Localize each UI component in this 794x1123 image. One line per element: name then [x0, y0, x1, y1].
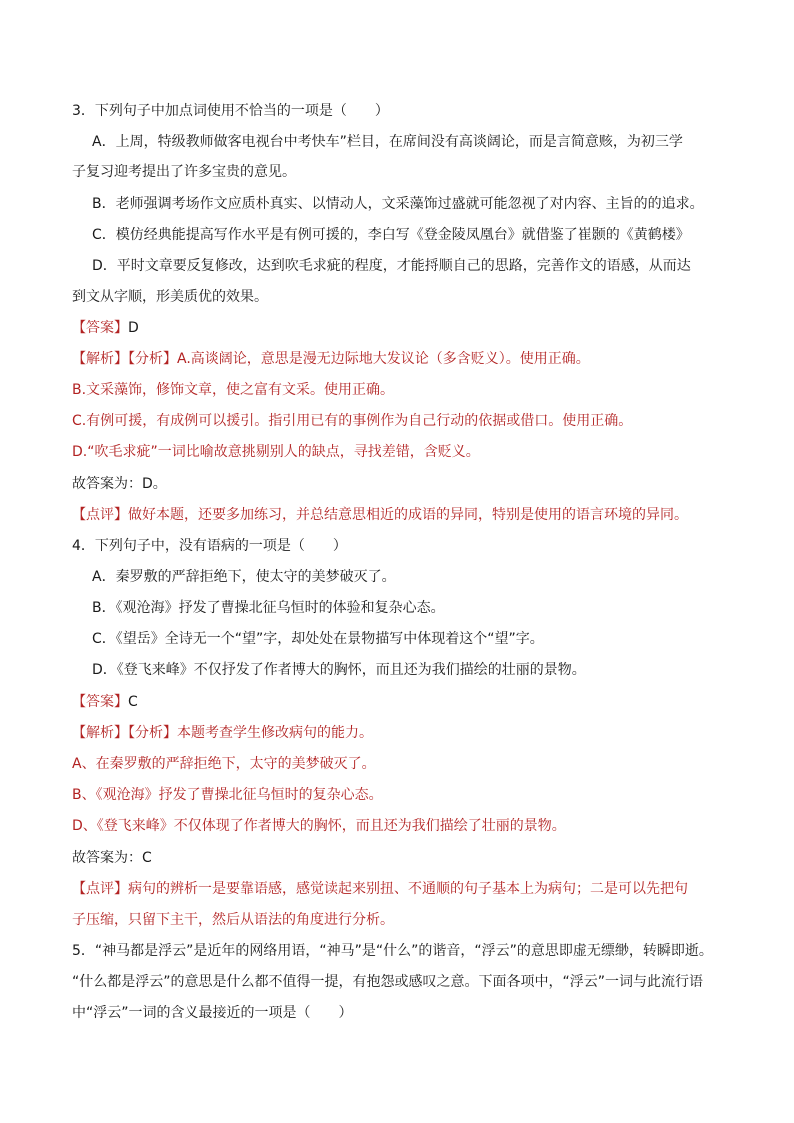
q4-option-b: B．《观沧海》抒发了曹操北征乌恒时的体验和复杂心态。 — [92, 600, 445, 616]
q3-analysis-2: B.文采藻饰，修饰文章，使之富有文采。使用正确。 — [72, 382, 395, 398]
q3-option-a-line2: 子复习迎考提出了许多宝贵的意见。 — [72, 164, 296, 180]
answer-value: C — [128, 694, 138, 710]
q5-stem-line1: 5．“神马都是浮云”是近年的网络用语，“神马”是“什么”的谐音，“浮云”的意思即虚无缥缈，转瞬即逝。 — [72, 943, 713, 959]
q3-answer — [72, 318, 732, 338]
q3-option-d-line2: 到文从字顺，形美质优的效果。 — [72, 289, 268, 305]
q4-analysis-intro — [72, 723, 732, 743]
q4-option-a: A．秦罗敷的严辞拒绝下，使太守的美梦破灭了。 — [92, 569, 396, 585]
q4-comment-line2: 子压缩，只留下主干，然后从语法的角度进行分析。 — [72, 912, 394, 928]
q5-stem-line3: 中“浮云”一词的含义最接近的一项是（ ） — [72, 1005, 353, 1021]
q3-stem: 3．下列句子中加点词使用不恰当的一项是（ ） — [72, 103, 389, 119]
answer-value: D — [128, 320, 139, 336]
q4-comment-line1 — [72, 879, 732, 899]
answer-tag: 【答案】 — [72, 694, 128, 710]
q3-comment — [72, 505, 732, 525]
analysis-tag: 【解析】【分析】 — [72, 351, 177, 367]
q4-analysis-1: A、在秦罗敷的严辞拒绝下，太守的美梦破灭了。 — [72, 756, 376, 772]
analysis-text: A.高谈阔论，意思是漫无边际地大发议论（多含贬义）。使用正确。 — [177, 351, 590, 367]
q4-option-c: C．《望岳》全诗无一个“望”字，却处处在景物描写中体现着这个“望”字。 — [92, 631, 544, 647]
q4-answer — [72, 692, 732, 712]
q3-option-a-line1: A．上周，特级教师做客电视台中考快车”栏目，在席间没有高谈阔论，而是言简意赅，为初三学 — [92, 134, 683, 150]
comment-text: 做好本题，还要多加练习，并总结意思相近的成语的异同，特别是使用的语言环境的异同。 — [128, 507, 688, 523]
q3-analysis-1 — [72, 349, 732, 369]
q3-conclusion: 故答案为：D。 — [72, 476, 167, 492]
q5-stem-line2: “什么都是浮云”的意思是什么都不值得一提，有抱怨或感叹之意。下面各项中，“浮云”一词与此流行语 — [72, 974, 704, 990]
comment-tag: 【点评】 — [72, 881, 128, 897]
q4-option-d: D．《登飞来峰》不仅抒发了作者博大的胸怀，而且还为我们描绘的壮丽的景物。 — [92, 662, 586, 678]
analysis-tag: 【解析】【分析】 — [72, 725, 177, 741]
q3-option-d-line1: D．平时文章要反复修改，达到吹毛求疵的程度，才能捋顺自己的思路，完善作文的语感，从而达 — [92, 258, 691, 274]
analysis-text: 本题考查学生修改病句的能力。 — [177, 725, 373, 741]
q4-analysis-3: D、《登飞来峰》不仅体现了作者博大的胸怀，而且还为我们描绘了壮丽的景物。 — [72, 818, 566, 834]
answer-tag: 【答案】 — [72, 320, 128, 336]
q3-analysis-4: D.“吹毛求疵”一词比喻故意挑剔别人的缺点，寻找差错，含贬义。 — [72, 444, 480, 460]
q4-analysis-2: B、《观沧海》抒发了曹操北征乌恒时的复杂心态。 — [72, 787, 383, 803]
comment-tag: 【点评】 — [72, 507, 128, 523]
q4-stem: 4．下列句子中，没有语病的一项是（ ） — [72, 538, 347, 554]
q3-analysis-3: C.有例可援，有成例可以援引。指引用已有的事例作为自己行动的依据或借口。使用正确。 — [72, 413, 633, 429]
q3-option-b: B．老师强调考场作文应质朴真实、以情动人，文采藻饰过盛就可能忽视了对内容、主旨的的追求。 — [92, 196, 704, 212]
comment-text: 病句的辨析一是要靠语感，感觉读起来别扭、不通顺的句子基本上为病句；二是可以先把句 — [128, 881, 688, 897]
q3-option-c: C．模仿经典能提高写作水平是有例可援的，李白写《登金陵凤凰台》就借鉴了崔颢的《黄鹤楼》 — [92, 227, 690, 243]
q4-conclusion: 故答案为：C — [72, 850, 152, 866]
